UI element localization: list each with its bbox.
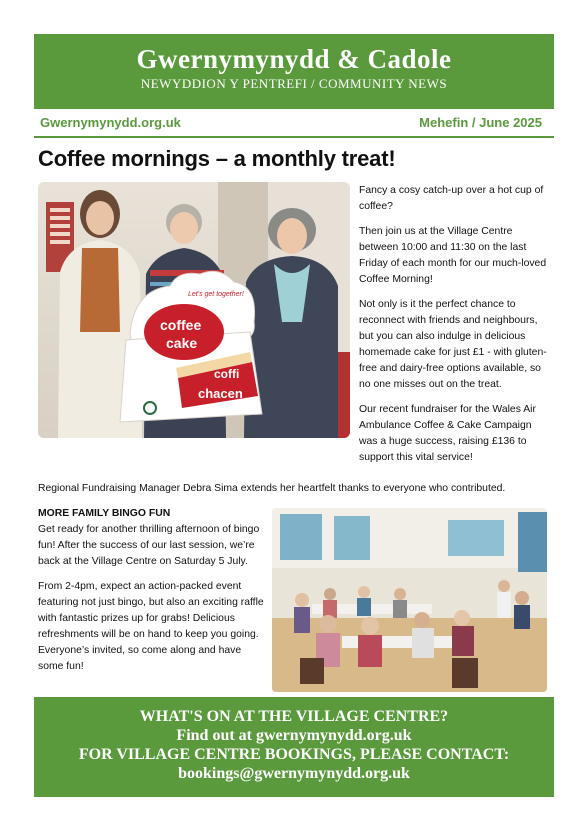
photo-caption: Regional Fundraising Manager Debra Sima extends her heartfelt thanks to everyone who contributed. xyxy=(38,483,506,494)
dateline xyxy=(34,112,554,138)
issue-date: Mehefin / June 2025 xyxy=(419,115,542,130)
footer-bookings-email[interactable]: bookings@gwernymynydd.org.uk xyxy=(178,765,410,782)
sign-chacen-text: chacen xyxy=(198,386,243,401)
sign-tagline-text: Let's get together! xyxy=(188,291,244,298)
article-body xyxy=(359,183,549,475)
coffee-morning-photo xyxy=(38,182,350,438)
article-paragraph: Not only is it the perfect chance to reconnect with friends and neighbours, but you can also indulge in delicious homemade cake for just £1 - with gluten-free and dairy-free options available, so no one misses out on the treat. xyxy=(359,299,547,390)
masthead xyxy=(34,34,554,109)
bingo-heading: MORE FAMILY BINGO FUN xyxy=(38,508,171,519)
newsletter-subtitle: NEWYDDION Y PENTREFI / COMMUNITY NEWS xyxy=(140,76,448,91)
article-paragraph: Fancy a cosy catch-up over a hot cup of coffee? xyxy=(359,185,544,212)
footer-whats-on: WHAT'S ON AT THE VILLAGE CENTRE? xyxy=(139,708,449,725)
article-paragraph: Then join us at the Village Centre between 10:00 and 11:30 on the last Friday of each month for our much-loved Coffee Morning! xyxy=(359,226,547,285)
bingo-hall-photo xyxy=(272,508,547,692)
newsletter-title: Gwernymynydd & Cadole xyxy=(136,44,452,74)
article-headline: Coffee mornings – a monthly treat! xyxy=(38,146,396,171)
footer-banner xyxy=(34,697,554,797)
sign-coffi-text: coffi xyxy=(214,367,240,381)
website-link[interactable]: Gwernymynydd.org.uk xyxy=(40,115,181,130)
bingo-article xyxy=(38,506,266,684)
footer-website[interactable]: Find out at gwernymynydd.org.uk xyxy=(176,727,412,744)
bingo-paragraph: Get ready for another thrilling afternoon of bingo fun! After the success of our last session, we’re back at the Village Centre on Saturday 5 July. xyxy=(38,524,260,567)
bingo-paragraph: From 2-4pm, expect an action-packed event featuring not just bingo, but also an exciting raffle with fantastic prizes up for grabs! Delicious refreshments will be on hand to keep you going. Everyone’s invited, so come along and have some fun! xyxy=(38,581,264,672)
sign-coffee-text: coffee xyxy=(160,317,202,333)
sign-cake-text: cake xyxy=(166,335,198,351)
article-paragraph: Our recent fundraiser for the Wales Air Ambulance Coffee & Cake Campaign was a huge success, raising £136 to support this vital service! xyxy=(359,404,536,463)
footer-bookings-heading: FOR VILLAGE CENTRE BOOKINGS, PLEASE CONTACT: xyxy=(78,746,510,763)
